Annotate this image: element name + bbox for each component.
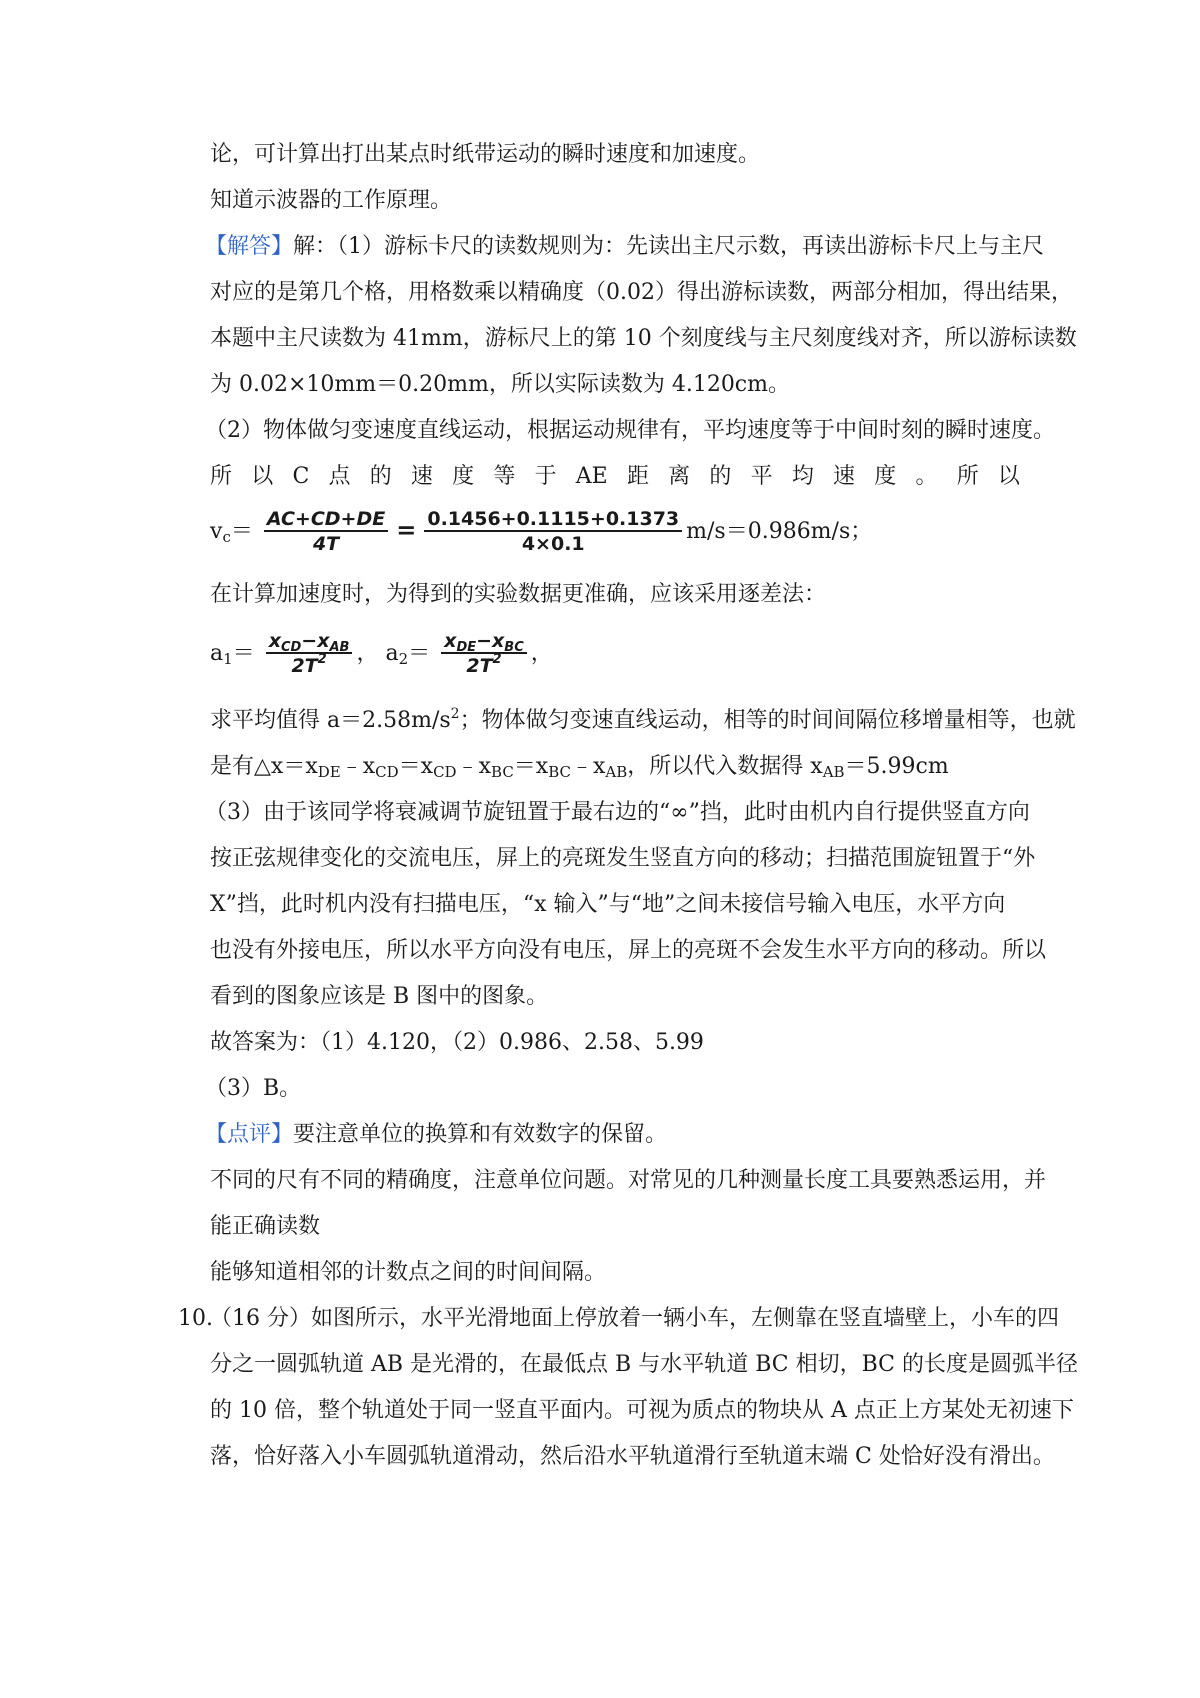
exponent: 2 bbox=[450, 706, 460, 722]
question-line: 的 10 倍，整个轨道处于同一竖直平面内。可视为质点的物块从 A 点正上方某处无初速下 bbox=[210, 1398, 1074, 1423]
equals-sign: ＝ bbox=[232, 641, 255, 666]
text-line: 看到的图象应该是 B 图中的图象。 bbox=[210, 984, 549, 1009]
word: 离 bbox=[668, 464, 691, 489]
equals-sign: = bbox=[396, 516, 417, 544]
velocity-formula bbox=[210, 508, 872, 556]
text-span: 解：（1）游标卡尺的读数规则为：先读出主尺示数，再读出游标卡尺上与主尺 bbox=[293, 234, 1045, 259]
text-line: 为 0.02×10mm＝0.20mm，所以实际读数为 4.120cm。 bbox=[210, 372, 790, 397]
text-span: 是有△x＝x bbox=[210, 754, 318, 779]
minus-sign: − bbox=[476, 630, 493, 652]
subscript: CD bbox=[433, 763, 457, 781]
word: 度 bbox=[874, 464, 897, 489]
answer-line bbox=[205, 232, 1045, 262]
a-subscript: 1 bbox=[223, 650, 233, 668]
fraction bbox=[424, 508, 682, 556]
denominator: 4T bbox=[312, 533, 340, 555]
text-line: 按正弦规律变化的交流电压，屏上的亮斑发生竖直方向的移动；扫描范围旋钮置于“外 bbox=[210, 846, 1036, 871]
text-line bbox=[210, 706, 1076, 736]
exponent: 2 bbox=[492, 652, 502, 667]
text-span: ＝5.99cm bbox=[844, 754, 949, 779]
subscript: DE bbox=[456, 640, 477, 655]
v-symbol: v bbox=[210, 519, 223, 544]
denominator bbox=[466, 654, 501, 678]
text-line bbox=[210, 752, 1020, 782]
text-line: 对应的是第几个格，用格数乘以精确度（0.02）得出游标读数，两部分相加，得出结果， bbox=[210, 280, 1073, 305]
answer-tag: 【解答】 bbox=[205, 234, 294, 259]
numerator: 0.1456+0.1115+0.1373 bbox=[424, 508, 682, 532]
text-line: 故答案为：（1）4.120，（2）0.986、2.58、5.99 bbox=[210, 1030, 704, 1055]
x-symbol: x bbox=[444, 630, 457, 652]
numerator bbox=[441, 630, 527, 654]
word: 速 bbox=[833, 464, 856, 489]
text-span: ＝x bbox=[398, 754, 434, 779]
text-line: X”挡，此时机内没有扫描电压，“x 输入”与“地”之间未接信号输入电压，水平方向 bbox=[210, 892, 1006, 917]
separator: ， bbox=[530, 641, 553, 666]
denominator-base: 2T bbox=[466, 655, 493, 677]
word: 点 bbox=[328, 464, 351, 489]
fraction bbox=[264, 508, 388, 556]
subscript: BC bbox=[491, 763, 514, 781]
text-line: （3）由于该同学将衰减调节旋钮置于最右边的“∞”挡，此时由机内自行提供竖直方向 bbox=[205, 800, 1030, 825]
text-line: 本题中主尺读数为 41mm，游标尺上的第 10 个刻度线与主尺刻度线对齐，所以游标读数 bbox=[210, 326, 1077, 351]
exponent: 2 bbox=[317, 652, 327, 667]
x-symbol: x bbox=[268, 630, 281, 652]
comment-line bbox=[205, 1120, 1015, 1150]
word: 以 bbox=[997, 464, 1020, 489]
subscript: CD bbox=[280, 640, 302, 655]
word: 以 bbox=[251, 464, 274, 489]
word: C bbox=[292, 464, 310, 489]
text-span: ＝x bbox=[513, 754, 549, 779]
subscript: AB bbox=[329, 640, 350, 655]
text-span: ；物体做匀变速直线运动，相等的时间间隔位移增量相等，也就 bbox=[459, 708, 1076, 733]
word: 均 bbox=[791, 464, 814, 489]
subscript: AB bbox=[605, 763, 628, 781]
minus-sign: − bbox=[301, 630, 318, 652]
word: 。 bbox=[915, 464, 938, 489]
x-symbol: x bbox=[317, 630, 330, 652]
subscript: BC bbox=[548, 763, 571, 781]
a-symbol: a bbox=[210, 641, 224, 666]
question-line: （16 分）如图所示，水平光滑地面上停放着一辆小车，左侧靠在竖直墙壁上，小车的四 bbox=[210, 1306, 1059, 1331]
word: 的 bbox=[709, 464, 732, 489]
text-line: 知道示波器的工作原理。 bbox=[210, 188, 453, 213]
equals-sign: ＝ bbox=[408, 641, 431, 666]
justified-line bbox=[210, 462, 1020, 492]
fraction bbox=[266, 630, 353, 678]
question-line: 落，恰好落入小车圆弧轨道滑动，然后沿水平轨道滑行至轨道末端 C 处恰好没有滑出。 bbox=[210, 1444, 1055, 1469]
word: 速 bbox=[410, 464, 433, 489]
word: 平 bbox=[750, 464, 773, 489]
text-line: 也没有外接电压，所以水平方向没有电压，屏上的亮斑不会发生水平方向的移动。所以 bbox=[210, 938, 1047, 963]
text-line: （3）B。 bbox=[205, 1076, 302, 1101]
subscript: AB bbox=[822, 763, 845, 781]
word: 所 bbox=[956, 464, 979, 489]
text-span: ﹣x bbox=[571, 754, 606, 779]
subscript: BC bbox=[504, 640, 524, 655]
x-symbol: x bbox=[492, 630, 505, 652]
word: 所 bbox=[210, 464, 233, 489]
acceleration-formula bbox=[210, 630, 553, 678]
word: 的 bbox=[369, 464, 392, 489]
text-line: 不同的尺有不同的精确度，注意单位问题。对常见的几种测量长度工具要熟悉运用，并 bbox=[210, 1168, 1047, 1193]
word: 距 bbox=[626, 464, 649, 489]
a-subscript: 2 bbox=[398, 650, 409, 668]
text-span: 要注意单位的换算和有效数字的保留。 bbox=[293, 1122, 668, 1147]
denominator bbox=[291, 654, 326, 678]
word: AE bbox=[575, 464, 608, 489]
text-span: ﹣x bbox=[456, 754, 492, 779]
subscript: DE bbox=[317, 763, 341, 781]
subscript: CD bbox=[375, 763, 399, 781]
equals-sign: ＝ bbox=[230, 519, 253, 544]
text-span: ，所以代入数据得 x bbox=[627, 754, 823, 779]
text-line: 论，可计算出打出某点时纸带运动的瞬时速度和加速度。 bbox=[210, 142, 761, 167]
text-line: 能够知道相邻的计数点之间的时间间隔。 bbox=[210, 1260, 607, 1285]
text-span: ﹣x bbox=[340, 754, 376, 779]
question-number: 10. bbox=[178, 1306, 213, 1331]
denominator: 4×0.1 bbox=[521, 533, 585, 555]
numerator bbox=[266, 630, 353, 654]
text-line: 在计算加速度时，为得到的实验数据更准确，应该采用逐差法： bbox=[210, 582, 827, 607]
word: 等 bbox=[493, 464, 516, 489]
text-line: （2）物体做匀变速度直线运动，根据运动规律有，平均速度等于中间时刻的瞬时速度。 bbox=[205, 418, 1055, 443]
fraction bbox=[441, 630, 527, 678]
text-line: 能正确读数 bbox=[210, 1214, 321, 1239]
separator: ， bbox=[356, 641, 379, 666]
text-span: 求平均值得 a＝2.58m/s bbox=[210, 708, 451, 733]
comment-tag: 【点评】 bbox=[205, 1122, 294, 1147]
word: 于 bbox=[534, 464, 557, 489]
question-line: 分之一圆弧轨道 AB 是光滑的，在最低点 B 与水平轨道 BC 相切，BC 的长度是圆弧半径 bbox=[210, 1352, 1078, 1377]
text-span: m/s＝0.986m/s； bbox=[686, 519, 873, 544]
numerator: AC+CD+DE bbox=[264, 508, 388, 532]
v-subscript: c bbox=[222, 528, 231, 546]
denominator-base: 2T bbox=[291, 655, 318, 677]
word: 度 bbox=[452, 464, 475, 489]
a-symbol: a bbox=[385, 641, 399, 666]
